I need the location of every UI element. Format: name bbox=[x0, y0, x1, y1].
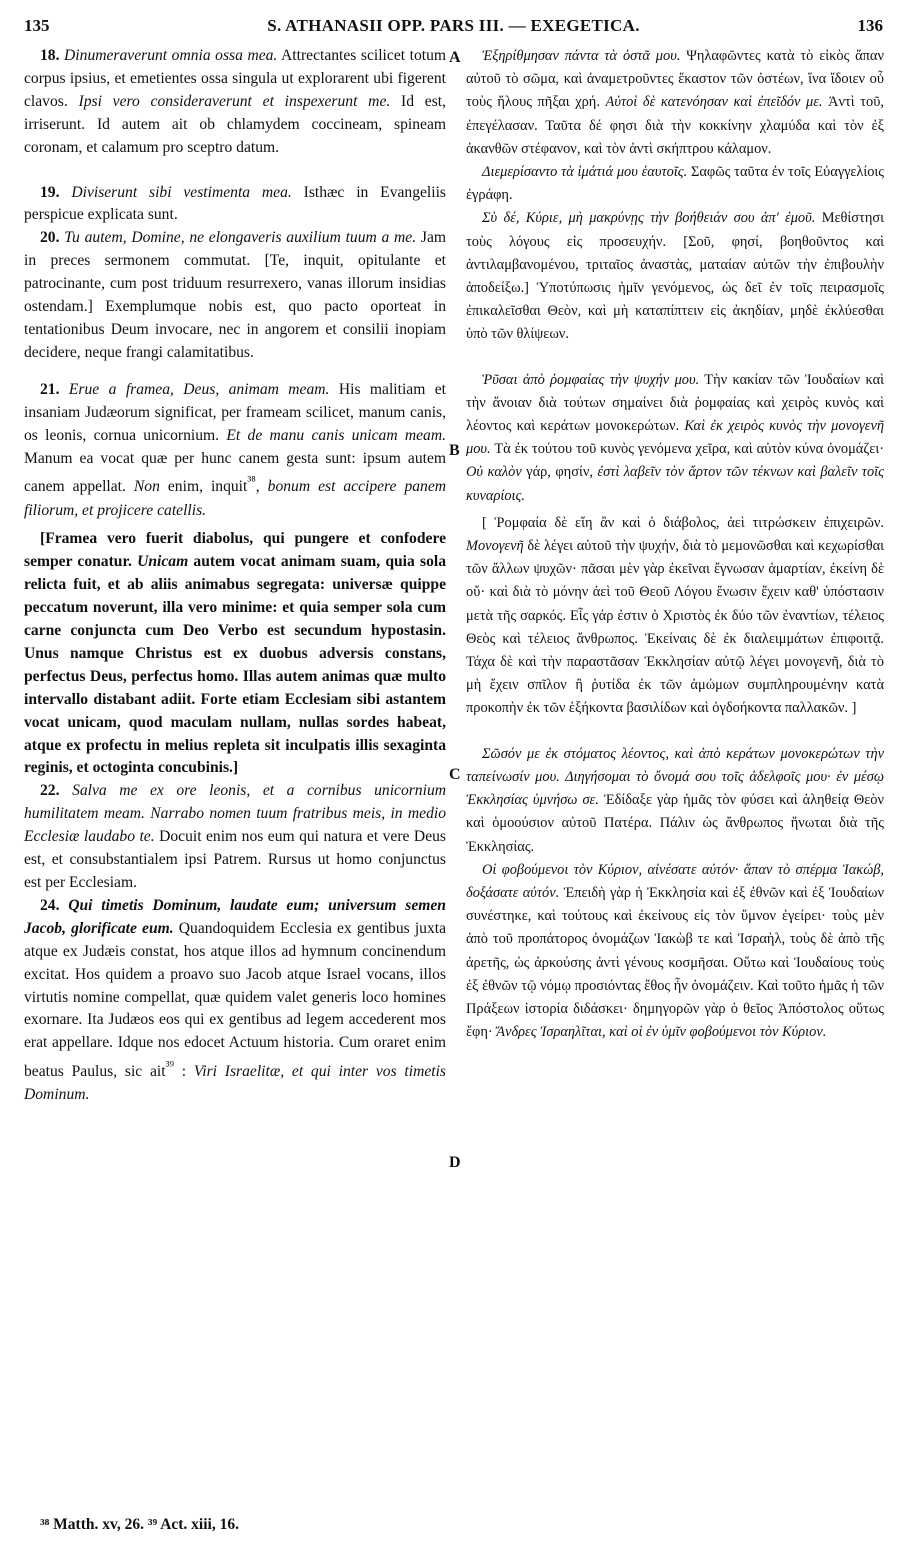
lemma: Unicam bbox=[137, 553, 189, 571]
lemma: Viri Israelitæ, et qui inter vos timetis Dominum. bbox=[24, 1063, 446, 1104]
lemma: Non bbox=[133, 478, 160, 496]
lemma: Erue a framea, Deus, animam meam. bbox=[68, 380, 330, 398]
lemma: Σὺ δέ, Κύριε, μὴ μακρύνῃς τὴν βοήθειάν σου ἀπ' ἐμοῦ. bbox=[482, 210, 816, 227]
running-header bbox=[24, 16, 883, 40]
greek-verse-21: Ῥῦσαι ἀπὸ ῥομφαίας τὴν ψυχήν μου. Τὴν κακίαν τῶν Ἰουδαίων καὶ τὴν ἄνοιαν διὰ τούτων σημαίνει διὰ ῥομφαίας καὶ χειρὸς κυνὸς καὶ λέοντος καὶ κεράτων μονοκερώτων. Καὶ ἐκ χειρὸς κυνὸς τὴν μονογενῆ μου. Τὰ ἐκ τούτου τοῦ κυνὸς γενόμενα χεῖρα, καὶ αὐτὸν κύνα ὀνομάζει· Οὐ καλὸν γάρ, φησίν, ἐστὶ λαβεῖν τὸν ἄρτον τῶν τέκνων καὶ βαλεῖν τοῖς κυναρίοις. bbox=[466, 371, 884, 504]
lemma: Ἄνδρες Ἰσραηλῖται, καὶ οἱ ἐν ὑμῖν φοβούμενοι τὸν Κύριον. bbox=[496, 1024, 827, 1041]
lemma: Ῥῦσαι ἀπὸ ῥομφαίας τὴν ψυχήν μου. bbox=[482, 371, 700, 388]
margin-letter-a: A bbox=[449, 49, 461, 66]
page-number-left: 135 bbox=[24, 16, 50, 35]
latin-verse-18: 18. Dinumeraverunt omnia ossa mea. Attrectantes scilicet totum corpus ipsius, et emetientes ossa singula ut explorarent ubi figerent clavos. Ipsi vero consideraverunt et inspexerunt me. Id est, irriserunt. Id autem ait ob chlamydem coccineam, spineam coronam, et calamum pro sceptro datum. bbox=[24, 47, 447, 156]
lemma: Καὶ ἐκ χειρὸς κυνὸς τὴν μονογενῆ μου. bbox=[466, 418, 884, 458]
page-number-right: 136 bbox=[857, 16, 883, 35]
greek-verse-19: Διεμερίσαντο τὰ ἱμάτιά μου ἑαυτοῖς. Σαφῶς ταῦτα ἐν τοῖς Εὐαγγελίοις ἐγράφη. bbox=[466, 164, 884, 204]
greek-column bbox=[466, 45, 884, 1044]
lemma: Et de manu canis unicam meam. bbox=[226, 426, 446, 444]
lemma: Σῶσόν με ἐκ στόματος λέοντος, καὶ ἀπὸ κεράτων μονοκερώτων τὴν ταπείνωσίν μου. Διηγήσομαι τὸ ὄνομά σου τοῖς ἀδελφοῖς μου· ἐν μέσῳ Ἐκκλησίας ὑμνήσω σε. bbox=[466, 745, 884, 809]
latin-verse-20: 20. Tu autem, Domine, ne elongaveris auxilium tuum a me. Jam in preces sermonem commutat. [Te, inquit, opitulante et patrocinante, cum post triduum resurrexero, vanas illorum insidias ostendam.] Exemplumque nobis est, quo pacto oporteat in tentationibus Deum invocare, nec in angorem et consilii inopiam decidere, neque frangi calamitatibus. bbox=[24, 229, 447, 361]
lemma: Dinumeraverunt omnia ossa mea. bbox=[64, 47, 278, 64]
lemma: Διεμερίσαντο τὰ ἱμάτιά μου ἑαυτοῖς. bbox=[482, 164, 688, 181]
footnotes: ³⁸ Matth. xv, 26. ³⁹ Act. xiii, 16. bbox=[40, 1516, 239, 1533]
greek-verse-22: Σῶσόν με ἐκ στόματος λέοντος, καὶ ἀπὸ κεράτων μονοκερώτων τὴν ταπείνωσίν μου. Διηγήσομαι τὸ ὄνομά σου τοῖς ἀδελφοῖς μου· ἐν μέσῳ Ἐκκλησίας ὑμνήσω σε. Ἐδίδαξε γὰρ ἡμᾶς τὸν φύσει καὶ ἀληθείᾳ Θεὸν καὶ ὁμοούσιον αὐτοῦ Πατέρα. Πάλιν ὡς ἄνθρωπος ἥνωται διὰ τῆς Ἐκκλησίας. bbox=[466, 745, 885, 855]
footnote-ref: ³⁸ bbox=[247, 473, 256, 489]
greek-verse-24: Οἱ φοβούμενοι τὸν Κύριον, αἰνέσατε αὐτόν· ἅπαν τὸ σπέρμα Ἰακώβ, δοξάσατε αὐτόν. Ἐπειδὴ γὰρ ἡ Ἐκκλησία καὶ ἐξ ἐθνῶν καὶ ἐξ Ἰουδαίων συνέστηκε, καὶ τούτους καὶ ἐκείνους εἰς τὸν ὕμνον ἐγείρει· τοὺς μὲν ἀπὸ τοῦ προπάτορος ὀνομάζων Ἰακὼβ τε καὶ Ἰσραὴλ, τοὺς δὲ ἀπὸ τῆς ἀρετῆς, ὡς ἀρκούσης ἀντὶ γένους κοσμῆσαι. Οὕτω καὶ Ἰουδαίους τοὺς ἐξ ἐθνῶν τῷ νόμῳ προσιόντας ἔθος ἦν ὀνομάζειν. Καὶ τοῦτο ἡμᾶς ἡ τῶν Πράξεων ἱστορία διδάσκει· δημηγορῶν γὰρ ὁ θεῖος Ἀπόστολος οὕτως ἔφη· Ἄνδρες Ἰσραηλῖται, καὶ οἱ ἐν ὑμῖν φοβούμενοι τὸν Κύριον. bbox=[466, 861, 884, 1041]
lemma: ἐστὶ λαβεῖν τὸν ἄρτον τῶν τέκνων καὶ βαλεῖν τοῖς κυναρίοις. bbox=[466, 464, 884, 504]
margin-letter-b: B bbox=[449, 442, 460, 459]
lemma: Qui timetis Dominum, laudate eum; universum semen Jacob, glorificate eum. bbox=[24, 896, 446, 937]
footnote-ref: ³⁹ bbox=[165, 1058, 174, 1074]
latin-column bbox=[24, 45, 446, 1107]
lemma: Tu autem, Domine, ne elongaveris auxilium tuum a me. bbox=[64, 229, 417, 247]
lemma: Ipsi vero consideraverunt et inspexerunt me. bbox=[78, 92, 391, 110]
header-title: S. ATHANASII OPP. PARS III. — EXEGETICA. bbox=[267, 16, 640, 35]
greek-verse-20: Σὺ δέ, Κύριε, μὴ μακρύνῃς τὴν βοήθειάν σου ἀπ' ἐμοῦ. Μεθίστησι τοὺς λόγους εἰς προσευχήν. [Σοῦ, φησί, βοηθοῦντος καὶ ἀντιλαμβανομένου, τριταῖος ἀναστὰς, ματαίαν αὐτῶν τὴν ἐπιβουλὴν ἀποδείξω.] Ὑποτύπωσις ἡμῖν γενόμενος, ὡς δεῖ ἐν τοῖς πειρασμοῖς ἐπικαλεῖσθαι Θεὸν, καὶ μὴ καταπίπτειν εἰς ἀκηδίαν, μηδὲ ἐκλύεσθαι ὑπὸ τῶν θλίψεων. bbox=[466, 210, 884, 343]
margin-letter-c: C bbox=[449, 766, 461, 783]
lemma: Οἱ φοβούμενοι τὸν Κύριον, αἰνέσατε αὐτόν· ἅπαν τὸ σπέρμα Ἰακώβ, δοξάσατε αὐτόν. bbox=[466, 861, 884, 901]
lemma: Οὐ καλὸν bbox=[466, 464, 522, 481]
lemma: Diviserunt sibi vestimenta mea. bbox=[71, 183, 292, 201]
lemma: Μονογενῆ bbox=[466, 538, 524, 555]
latin-verse-19: 19. Diviserunt sibi vestimenta mea. Isthæc in Evangeliis perspicue explicata sunt. bbox=[24, 183, 446, 224]
margin-letter-d: D bbox=[449, 1154, 461, 1171]
lemma: Αὐτοὶ δὲ κατενόησαν καὶ ἐπεῖδόν με. bbox=[605, 94, 823, 111]
latin-bracket-passage: [Framea vero fuerit diabolus, qui pungere et confodere semper conatur. Unicam autem vocat animam suam, quia sola relicta fuit, et ab aliis animabus segregata: universæ quippe peccatum noverunt, illa vero minime: et quia semper sola cum carne conjuncta cum Deo Verbo est secundum hypostasin. Unus namque Christus est ex duobus adversis constans, perfectus Deus, perfectus homo. Illas autem animas quæ multo intervallo distabant adiit. Forte etiam Ecclesiam sibi astantem vocat unicam, quod maculam nullam, nullas sordes habeat, atque ex profectu in melius repleta sit inculpatis illis sexaginta reginis, et octoginta concubinis.] bbox=[24, 530, 446, 777]
latin-verse-21: 21. Erue a framea, Deus, animam meam. His malitiam et insaniam Judæorum significat, per frameam scilicet, manum canis, os leonis, cornua unicornium. Et de manu canis unicam meam. Manum ea vocat quæ per hunc canem gesta sunt: ipsum autem canem appellat. Non enim, inquit$^{^{38}}$, bonum est accipere panem filiorum, et projicere catellis. bbox=[24, 380, 447, 519]
lemma: bonum est accipere panem filiorum, et projicere catellis. bbox=[24, 478, 447, 519]
lemma: Salva me ex ore leonis, et a cornibus unicornium humilitatem meam. Narrabo nomen tuum fratribus meis, in medio Ecclesiæ laudabo te. bbox=[24, 782, 446, 846]
greek-bracket-passage: [ Ῥομφαία δὲ εἴη ἂν καὶ ὁ διάβολος, ἀεὶ τιτρώσκειν ἐπιχειρῶν. Μονογενῆ δὲ λέγει αὐτοῦ τὴν ψυχήν, διὰ τὸ μεμονῶσθαι καὶ κεχωρίσθαι τῶν ἄλλων ψυχῶν· πᾶσαι μὲν γὰρ ἐκεῖναι ἔγνωσαν ἁμαρτίαν, ἐκείνη δὲ οὔ· καὶ διὰ τὸ μόνην ἀεὶ τοῦ Θεοῦ Λόγου ἕνωσιν ἔχειν καθ' ὑπόστασιν μετὰ τῆς σαρκός. Εἷς γάρ ἐστιν ὁ Χριστὸς ἐκ δύο τῶν ἐναντίων, τέλειος Θεὸς καὶ τέλειος ἄνθρωπος. Ἐκείναις δὲ ἐκ διαλειμμάτων ἐπιφοιτᾷ. Τάχα δὲ καὶ τὴν παραστᾶσαν Ἐκκλησίαν αὐτῷ λέγει μονογενῆ, διὰ τὸ μὴ ἔχειν σπῖλον ἢ ῥυτίδα ἐκ τῶν ἀμώμων συμπληρουμένην κατὰ προκοπὴν ἐκ τῶν ἑξήκοντα βασιλίδων καὶ ὀγδοήκοντα παλλακῶν. ] bbox=[466, 514, 884, 717]
latin-verse-24: 24. Qui timetis Dominum, laudate eum; universum semen Jacob, glorificate eum. Quandoquidem Ecclesia ex gentibus juxta atque ex Judæis constat, hos atque illos ad hymnum concinendum excitat. Hos quidem a proavo suo Jacob atque Israel vocans, illos virtutis nomine compellat, quæ quidem valet generis loco homines exornare. Ita Judæos eos qui ex gentibus ad legem accederent mos erat appellare. Idque nos edocet Actuum historia. Cum oraret enim beatus Paulus, sic ait$^{^{39}}$ : Viri Israelitæ, et qui inter vos timetis Dominum. bbox=[24, 896, 446, 1104]
latin-verse-22: 22. Salva me ex ore leonis, et a cornibus unicornium humilitatem meam. Narrabo nomen tuum fratribus meis, in medio Ecclesiæ laudabo te. Docuit enim nos eum qui natura et vere Deus est, et consubstantialem ipsi Patrem. Rursus ut homo conjunctus est per Ecclesiam. bbox=[24, 782, 446, 891]
lemma: Ἐξηρίθμησαν πάντα τὰ ὀστᾶ μου. bbox=[482, 48, 681, 64]
greek-verse-18: Ἐξηρίθμησαν πάντα τὰ ὀστᾶ μου. Ψηλαφῶντες κατὰ τὸ εἰκὸς ἅπαν αὐτοῦ τὸ σῶμα, καὶ ἀναμετροῦντες ἕκαστον τῶν ὀστέων, ἵνα ἴδοιεν οὗ τοὺς ἥλους πῆξαι χρή. Αὐτοὶ δὲ κατενόησαν καὶ ἐπεῖδόν με. Ἀντὶ τοῦ, ἐπεγέλασαν. Ταῦτα δέ φησι διὰ τὴν κοκκίνην χλαμύδα καὶ τὸν ἐξ ἀκανθῶν στέφανον, καὶ τὸν ἀντὶ σκήπτρου κάλαμον. bbox=[466, 48, 884, 157]
